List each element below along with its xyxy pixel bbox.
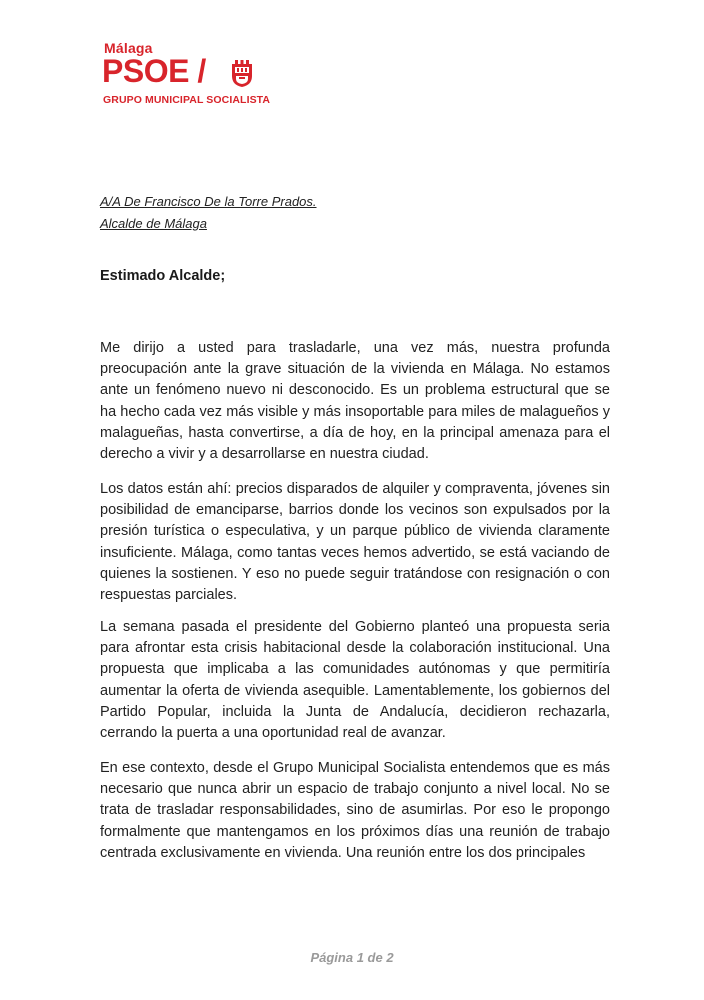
greeting: Estimado Alcalde; — [100, 268, 226, 284]
logo-main-text: PSOE / — [102, 53, 206, 89]
recipient-line-2: Alcalde de Málaga — [100, 216, 207, 231]
paragraph-4: En ese contexto, desde el Grupo Municipal Socialista entendemos que es más necesario que nunca abrir un espacio de trabajo conjunto a nivel local. No se trata de trasladar responsabilidades, sino de asumirlas. Por eso le propongo formalmente que mantengamos en los próximos días una reunión de trabajo centrada exclusivamente en vivienda. Una reunión entre los dos principales — [100, 760, 610, 861]
psoe-logo — [102, 40, 271, 112]
logo-city-text: Málaga — [104, 40, 153, 56]
page-number: Página 1 de 2 — [310, 950, 394, 965]
logo-subtitle: GRUPO MUNICIPAL SOCIALISTA — [103, 94, 271, 106]
paragraph-2: Los datos están ahí: precios disparados de alquiler y compraventa, jóvenes sin posibilidad de emanciparse, barrios donde los vecinos son expulsados por la presión turística o especulativa, y un parque público de vivienda claramente insuficiente. Málaga, como tantas veces hemos advertido, se está vaciando de quienes la sostienen. Y eso no puede seguir tratándose con resignación o con respuestas parciales. — [100, 481, 610, 604]
paragraph-3: La semana pasada el presidente del Gobierno planteó una propuesta seria para afrontar esta crisis habitacional desde la colaboración institucional. Una propuesta que implicaba a las comunidades autónomas y que permitiría aumentar la oferta de vivienda asequible. Lamentablemente, los gobiernos del Partido Popular, incluida la Junta de Andalucía, decidieron rechazarla, cerrando la puerta a una oportunidad real de avanzar. — [100, 619, 610, 742]
paragraph-1: Me dirijo a usted para trasladarle, una vez más, nuestra profunda preocupación ante la grave situación de la vivienda en Málaga. No estamos ante un fenómeno nuevo ni desconocido. Es un problema estructural que se ha hecho cada vez más visible y más insoportable para miles de malagueños y malagueñas, hasta convertirse, a día de hoy, en la principal amenaza para el derecho a vivir y a desarrollarse en nuestra ciudad. — [100, 340, 610, 463]
recipient-line-1: A/A De Francisco De la Torre Prados. — [100, 194, 317, 209]
malaga-crest-icon — [230, 60, 254, 88]
